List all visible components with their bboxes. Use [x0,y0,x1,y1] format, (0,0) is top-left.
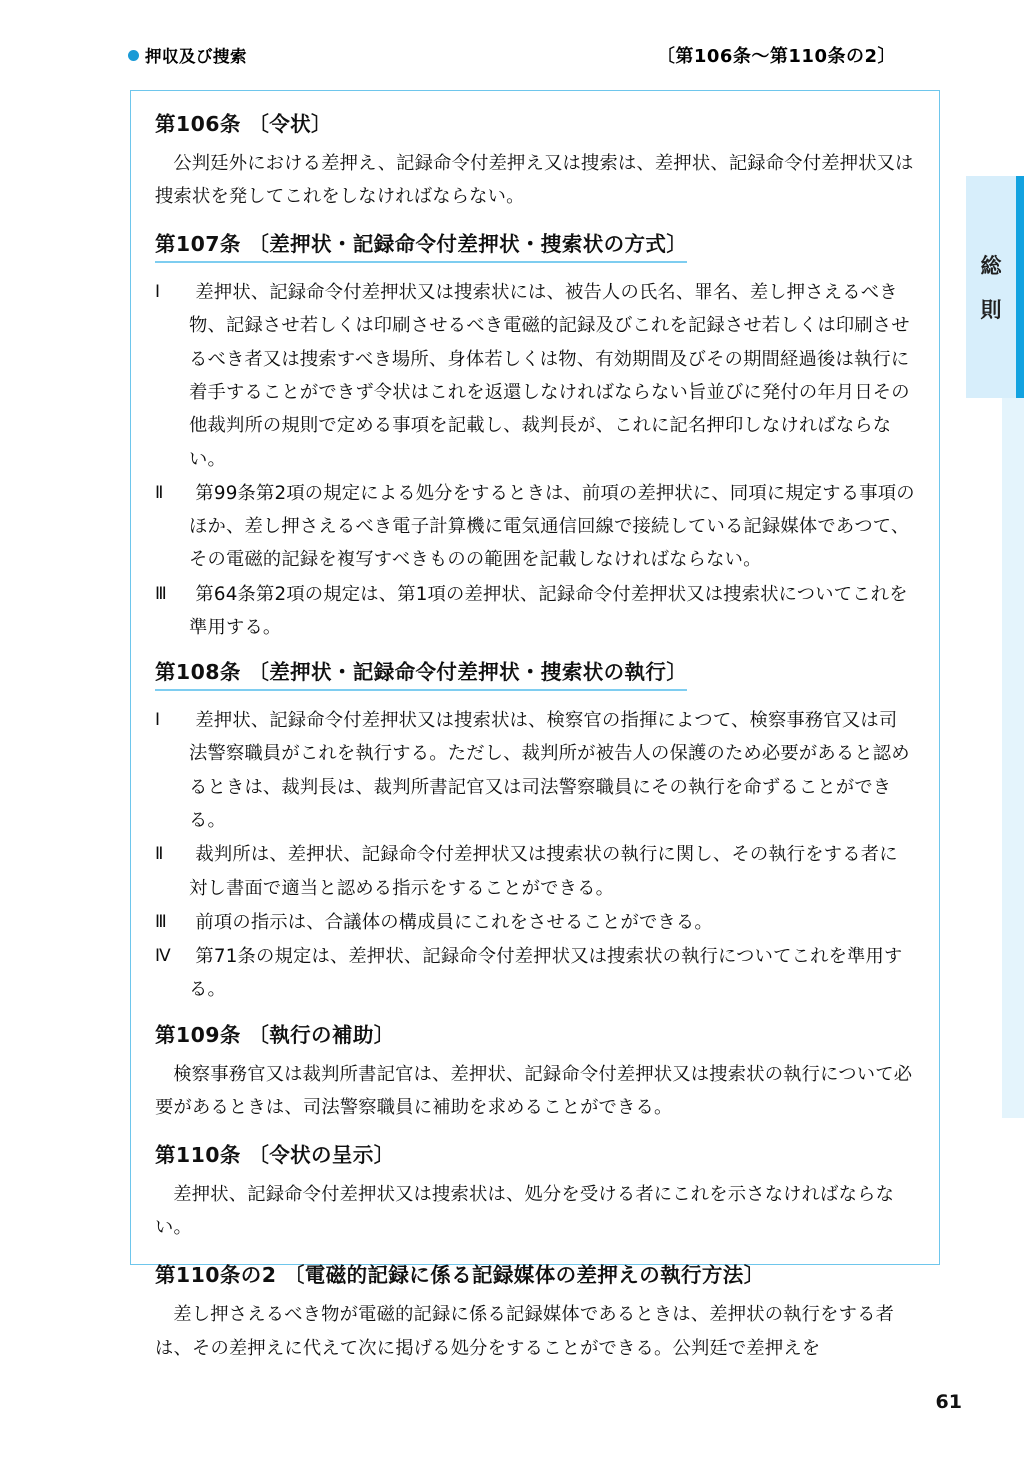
item-text: 差押状、記録命令付差押状又は捜索状は、検察官の指揮によつて、検察事務官又は司法警察職員がこれを執行する。ただし、裁判所が被告人の保護のため必要があると認めるときは、裁判長は、裁判所書記官又は司法警察職員にその執行を命ずることができる。 [189,710,910,831]
article-block [155,1020,915,1124]
article-heading-wrap [155,109,915,140]
item-text: 裁判所は、差押状、記録命令付差押状又は捜索状の執行に関し、その執行をする者に対し書面で適当と認める指示をすることができる。 [189,844,898,899]
article-paragraph: 差押状、記録命令付差押状又は捜索状は、処分を受ける者にこれを示さなければならない。 [155,1183,895,1239]
running-head-left [128,43,247,67]
item-text: 差押状、記録命令付差押状又は捜索状には、被告人の氏名、罪名、差し押さえるべき物、記録させ若しくは印刷させるべき電磁的記録及びこれを記録させ若しくは印刷させるべき者又は捜索すべき場所、身体若しくは物、有効期間及びその期間経過後は執行に着手することができず令状はこれを返還しなければならない旨並びに発付の年月日その他裁判所の規則で定める事項を記載し、裁判長が、これに記名押印しなければならない。 [189,282,910,470]
article-paragraph: 公判廷外における差押え、記録命令付差押え又は捜索は、差押状、記録命令付差押状又は捜索状を発してこれをしなければならない。 [155,152,914,208]
item-number: Ⅰ [155,710,161,731]
article-heading: 第108条 〔差押状・記録命令付差押状・捜索状の執行〕 [155,657,687,691]
article-heading: 第110条 〔令状の呈示〕 [155,1143,395,1168]
article-heading: 第110条の2 〔電磁的記録に係る記録媒体の差押えの執行方法〕 [155,1263,765,1288]
article-item [155,704,915,837]
item-text: 第99条第2項の規定による処分をするときは、前項の差押状に、同項に規定する事項のほか、差し押さえるべき電子計算機に電気通信回線で接続している記録媒体であつて、その電磁的記録を複写すべきものの範囲を記載しなければならない。 [189,482,915,571]
article-item [155,906,915,939]
item-text: 第64条第2項の規定は、第1項の差押状、記録命令付差押状又は捜索状についてこれを準用する。 [189,583,908,639]
article-block [155,657,915,1006]
item-text: 前項の指示は、合議体の構成員にこれをさせることができる。 [195,911,713,933]
article-heading-wrap [155,657,915,697]
article-item [155,276,915,476]
article-heading: 第107条 〔差押状・記録命令付差押状・捜索状の方式〕 [155,229,687,263]
item-number: Ⅰ [155,282,161,303]
article-item [155,940,915,1007]
running-head [128,40,896,70]
article-item [155,578,915,645]
article-paragraph: 検察事務官又は裁判所書記官は、差押状、記録命令付差押状又は捜索状の執行について必要があるときは、司法警察職員に補助を求めることができる。 [155,1063,913,1118]
running-head-article-range: 〔第106条〜第110条の2〕 [656,46,896,67]
article-block [155,109,915,213]
side-tab-label [966,176,1016,398]
item-number: Ⅲ [155,583,167,604]
article-paragraph: 差し押さえるべき物が電磁的記録に係る記録媒体であるときは、差押状の執行をする者は、その差押えに代えて次に掲げる処分をすることができる。公判廷で差押えを [155,1304,895,1359]
item-number: Ⅱ [155,844,164,865]
item-number: Ⅳ [155,946,171,967]
article-heading-wrap [155,1020,915,1051]
item-number: Ⅱ [155,482,164,503]
side-tab-accent-bar [1016,176,1024,398]
article-heading-wrap [155,1260,915,1291]
running-head-section-label: 押収及び捜索 [145,47,247,66]
article-item [155,477,915,577]
article-heading: 第106条 〔令状〕 [155,112,332,136]
article-block [155,229,915,644]
side-tab-label-line1: 総 [980,254,1002,278]
side-tab-label-line2: 則 [980,298,1002,322]
side-edge-strip [1002,398,1024,1118]
bullet-dot-icon [128,50,139,61]
statute-text-box [130,90,940,1359]
side-tab-general-provisions[interactable] [966,176,1024,398]
article-heading-wrap [155,229,915,269]
item-number: Ⅲ [155,911,167,932]
article-heading-wrap [155,1140,915,1171]
article-heading: 第109条 〔執行の補助〕 [155,1022,395,1047]
article-block [155,1140,915,1244]
article-item [155,838,915,905]
item-text: 第71条の規定は、差押状、記録命令付差押状又は捜索状の執行についてこれを準用する。 [189,946,903,1001]
article-block [155,1260,915,1364]
page-number: 61 [935,1391,962,1413]
